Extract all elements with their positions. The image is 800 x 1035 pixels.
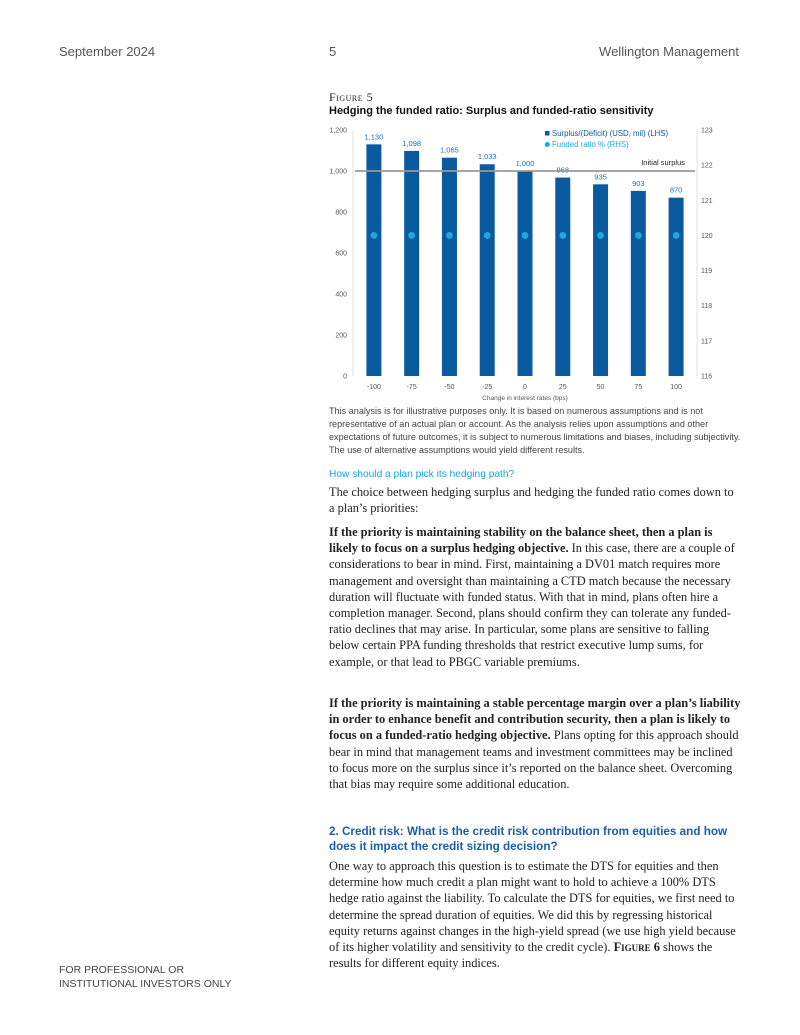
surplus-funded-ratio-chart [325, 122, 725, 405]
x-tick-label: -100 [366, 384, 381, 391]
figure-6-reference[interactable]: Figure 6 [613, 940, 660, 955]
bar-data-label: 1,000 [515, 159, 535, 168]
legend-swatch-surplus [545, 131, 550, 136]
footer-line-1: FOR PROFESSIONAL OR [59, 964, 185, 976]
paragraph-credit-tail: shows the results for different equity indices. [329, 940, 713, 971]
y-right-tick-label: 117 [701, 338, 713, 346]
y-right-tick-label: 121 [701, 197, 713, 205]
y-left-tick-label: 800 [335, 209, 347, 217]
y-right-tick-label: 120 [701, 232, 713, 240]
paragraph-credit-risk [329, 858, 741, 971]
legend-label-funded-ratio: Funded ratio % (RHS) [552, 140, 629, 149]
legend-label-surplus: Surplus/(Deficit) (USD, mil) (LHS) [552, 129, 669, 138]
paragraph-surplus-hedging [329, 524, 741, 670]
point-funded-ratio [673, 232, 680, 239]
figure-caption: This analysis is for illustrative purposes only. It is based on numerous assumptions and is not representative of an actual plan or account. As the analysis relies upon assumptions and other expectations of future outcomes, it is subject to numerous limitations and biases, including subjectivity. The use of alternative assumptions would yield different results. [329, 406, 741, 455]
y-left-tick-label: 600 [335, 250, 347, 258]
bar-surplus [593, 184, 608, 376]
bar-surplus [518, 171, 533, 376]
bar-surplus [669, 198, 684, 376]
legend-swatch-funded-ratio [545, 142, 550, 147]
bar-data-label: 935 [594, 172, 607, 182]
figure-title: Hedging the funded ratio: Surplus and funded-ratio sensitivity [329, 105, 654, 117]
point-funded-ratio [522, 232, 529, 239]
x-axis-label: Change in interest rates (bps) [482, 395, 568, 402]
y-left-tick-label: 1,000 [329, 168, 347, 176]
footer-disclaimer [59, 963, 232, 991]
paragraph-surplus-body: In this case, there are a couple of considerations to bear in mind. First, maintaining a DV01 match requires more management and oversight than maintaining a CTD match because the necessary duration will fluctuate with funded status. With that in mind, plans often hire a completion manager. Second, plans should confirm they can tolerate any funded-ratio declines that may arise. In particular, some plans are sensitive to falling below certain PPA funding thresholds that restrict executive lump sums, for example, or that lead to PBGC variable premiums. [329, 541, 735, 669]
paragraph-funded-ratio-hedging [329, 695, 741, 792]
point-funded-ratio [408, 232, 415, 239]
paragraph-funded-body: Plans opting for this approach should bear in mind that management teams and investment committees may be inclined to focus more on the surplus since it’s reported on the balance sheet. Overcoming that bias may require some additional education. [329, 728, 739, 792]
y-left-tick-label: 1,200 [329, 127, 347, 135]
paragraph-surplus-lead: If the priority is maintaining stability on the balance sheet, then a plan is likely to focus on a surplus hedging objective. [329, 525, 713, 556]
header-date: September 2024 [59, 44, 156, 59]
bar-surplus [442, 158, 457, 376]
point-funded-ratio [635, 232, 642, 239]
y-right-tick-label: 119 [701, 268, 713, 276]
x-tick-label: 75 [634, 384, 643, 391]
point-funded-ratio [559, 232, 566, 239]
x-tick-label: 100 [670, 384, 682, 391]
y-left-tick-label: 400 [335, 291, 347, 299]
point-funded-ratio [597, 232, 604, 239]
bar-data-label: 968 [556, 165, 570, 175]
y-right-tick-label: 116 [701, 373, 713, 381]
y-left-tick-label: 200 [335, 332, 347, 340]
bar-data-label: 1,065 [440, 145, 459, 155]
x-tick-label: 25 [558, 384, 567, 391]
bar-data-label: 1,130 [364, 132, 384, 142]
figure-label: Figure 5 [329, 90, 374, 104]
x-tick-label: -50 [444, 384, 455, 391]
point-funded-ratio [484, 232, 491, 239]
subheading-hedging-path: How should a plan pick its hedging path? [329, 469, 515, 480]
x-tick-label: -75 [406, 384, 417, 391]
bar-surplus [366, 144, 381, 376]
paragraph-credit-body: One way to approach this question is to estimate the DTS for equities and then determine how much credit a plan might want to hold to achieve a 100% DTS hedge ratio against the liability. To calculate the DTS for equities, we first need to determine the spread duration of equities. We did this by regressing historical equity returns against changes in the high-yield spread (we use high yield because of its higher volatility and sensitivity to the credit cycle). [329, 859, 736, 955]
x-tick-label: -25 [482, 384, 493, 391]
header-organization: Wellington Management [599, 44, 739, 59]
initial-surplus-label: Initial surplus [641, 158, 685, 167]
page-number: 5 [329, 44, 337, 59]
bar-data-label: 1,033 [477, 152, 497, 162]
y-right-tick-label: 122 [701, 162, 713, 170]
y-left-tick-label: 0 [343, 373, 347, 381]
paragraph-intro: The choice between hedging surplus and hedging the funded ratio comes down to a plan’s priorities: [329, 485, 734, 516]
section-heading-credit-risk: 2. Credit risk: What is the credit risk contribution from equities and how does it impact the credit sizing decision? [329, 825, 728, 853]
footer-line-2: INSTITUTIONAL INVESTORS ONLY [59, 978, 232, 990]
x-tick-label: 0 [523, 384, 527, 391]
bar-data-label: 870 [669, 185, 683, 195]
x-tick-label: 50 [596, 384, 605, 391]
y-right-tick-label: 123 [701, 127, 713, 135]
bar-data-label: 1,098 [402, 138, 422, 148]
point-funded-ratio [446, 232, 453, 239]
bar-data-label: 903 [632, 178, 645, 188]
paragraph-funded-lead: If the priority is maintaining a stable percentage margin over a plan’s liability in order to enhance benefit and contribution security, then a plan is likely to focus on a funded-ratio hedging objective. [329, 696, 741, 743]
bar-surplus [631, 191, 646, 376]
y-right-tick-label: 118 [701, 303, 713, 311]
bar-surplus [480, 164, 495, 376]
point-funded-ratio [370, 232, 377, 239]
bar-surplus [404, 151, 419, 376]
bar-surplus [555, 178, 570, 376]
